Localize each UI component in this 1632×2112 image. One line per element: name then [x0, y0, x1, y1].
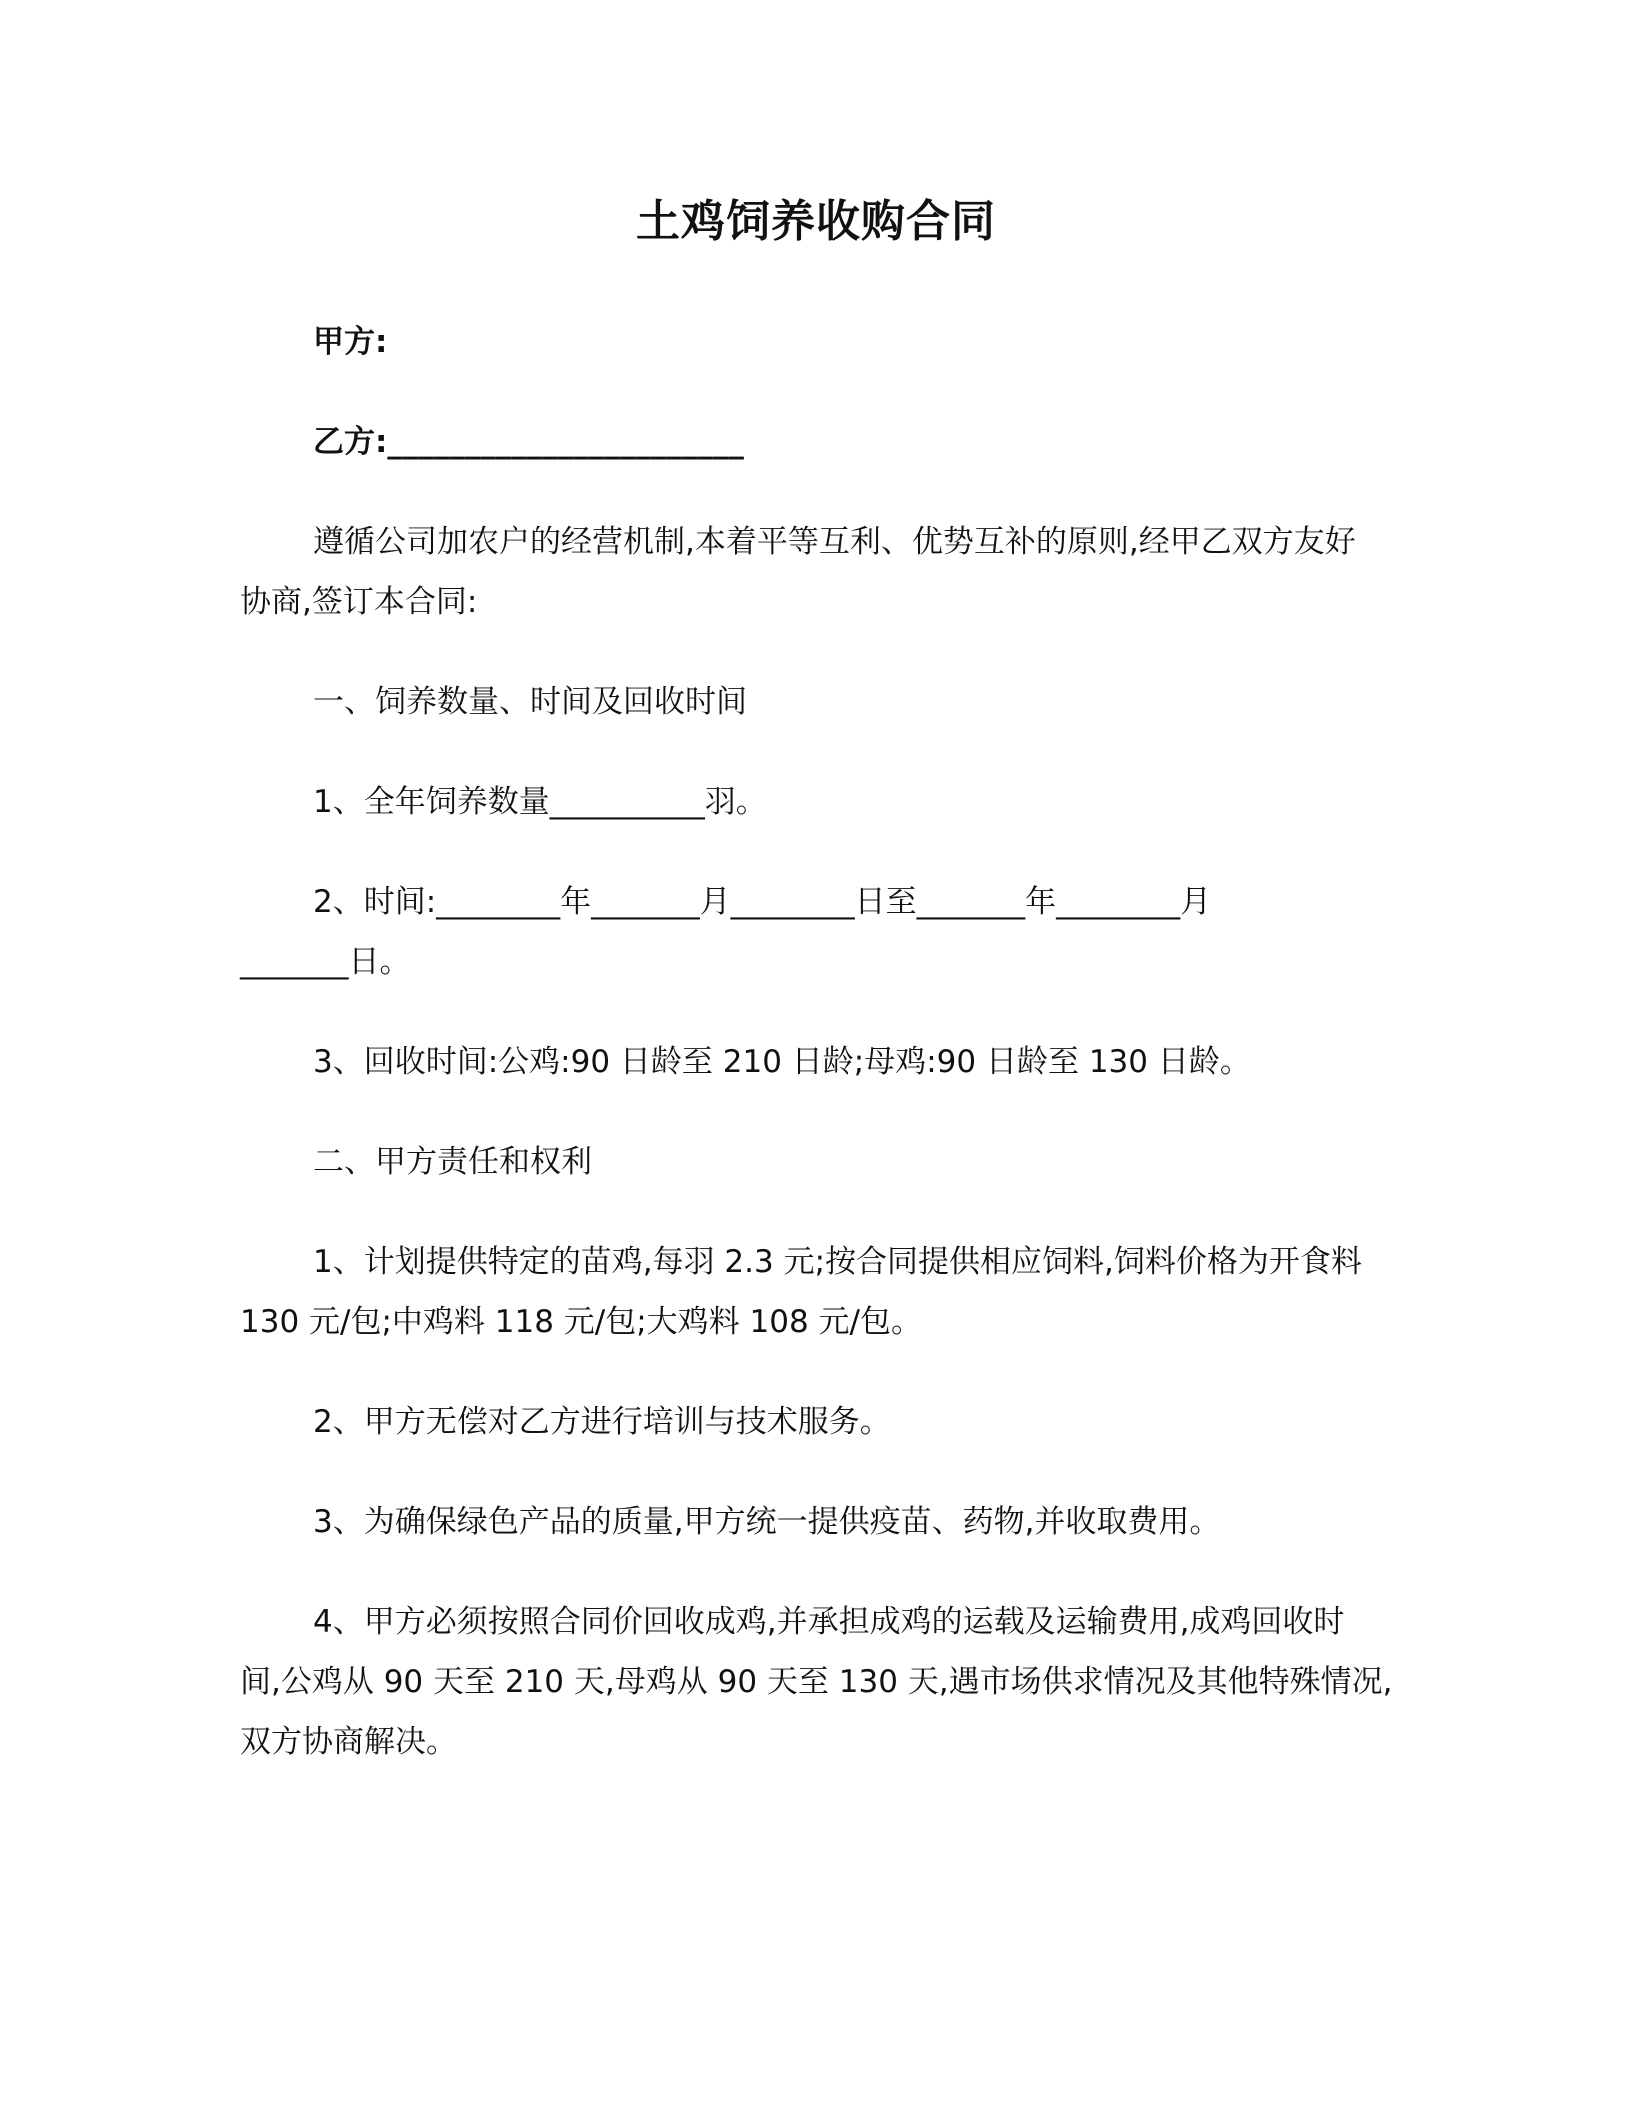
- section-2-item-3: 3、为确保绿色产品的质量,甲方统一提供疫苗、药物,并收取费用。: [313, 1504, 1221, 1540]
- intro-line-2: 协商,签订本合同:: [240, 584, 478, 620]
- section-2-item-4-line-2: 间,公鸡从 90 天至 210 天,母鸡从 90 天至 130 天,遇市场供求情况及其他特殊情况,: [240, 1664, 1393, 1700]
- section-2-item-1-line-1: 1、计划提供特定的苗鸡,每羽 2.3 元;按合同提供相应饲料,饲料价格为开食料: [313, 1244, 1362, 1280]
- section-2-item-1-line-2: 130 元/包;中鸡料 118 元/包;大鸡料 108 元/包。: [240, 1304, 922, 1340]
- section-1-heading: 一、饲养数量、时间及回收时间: [313, 684, 747, 720]
- intro-line-1: 遵循公司加农户的经营机制,本着平等互利、优势互补的原则,经甲乙双方友好: [313, 524, 1356, 560]
- section-1-item-2-line-1: 2、时间:________年_______月________日至_______年________月: [313, 884, 1212, 920]
- section-1-item-2-line-2: _______日。: [240, 944, 411, 980]
- section-1-item-1: 1、全年饲养数量__________羽。: [313, 784, 767, 820]
- party-a-label: 甲方:: [313, 324, 388, 360]
- document-title: 土鸡饲养收购合同: [636, 196, 996, 247]
- section-2-item-2: 2、甲方无偿对乙方进行培训与技术服务。: [313, 1404, 891, 1440]
- section-2-item-4-line-3: 双方协商解决。: [240, 1724, 457, 1760]
- section-2-item-4-line-1: 4、甲方必须按照合同价回收成鸡,并承担成鸡的运载及运输费用,成鸡回收时: [313, 1604, 1345, 1640]
- party-b-label: 乙方:_______________________: [313, 424, 744, 460]
- section-2-heading: 二、甲方责任和权利: [313, 1144, 592, 1180]
- section-1-item-3: 3、回收时间:公鸡:90 日龄至 210 日龄;母鸡:90 日龄至 130 日龄。: [313, 1044, 1251, 1080]
